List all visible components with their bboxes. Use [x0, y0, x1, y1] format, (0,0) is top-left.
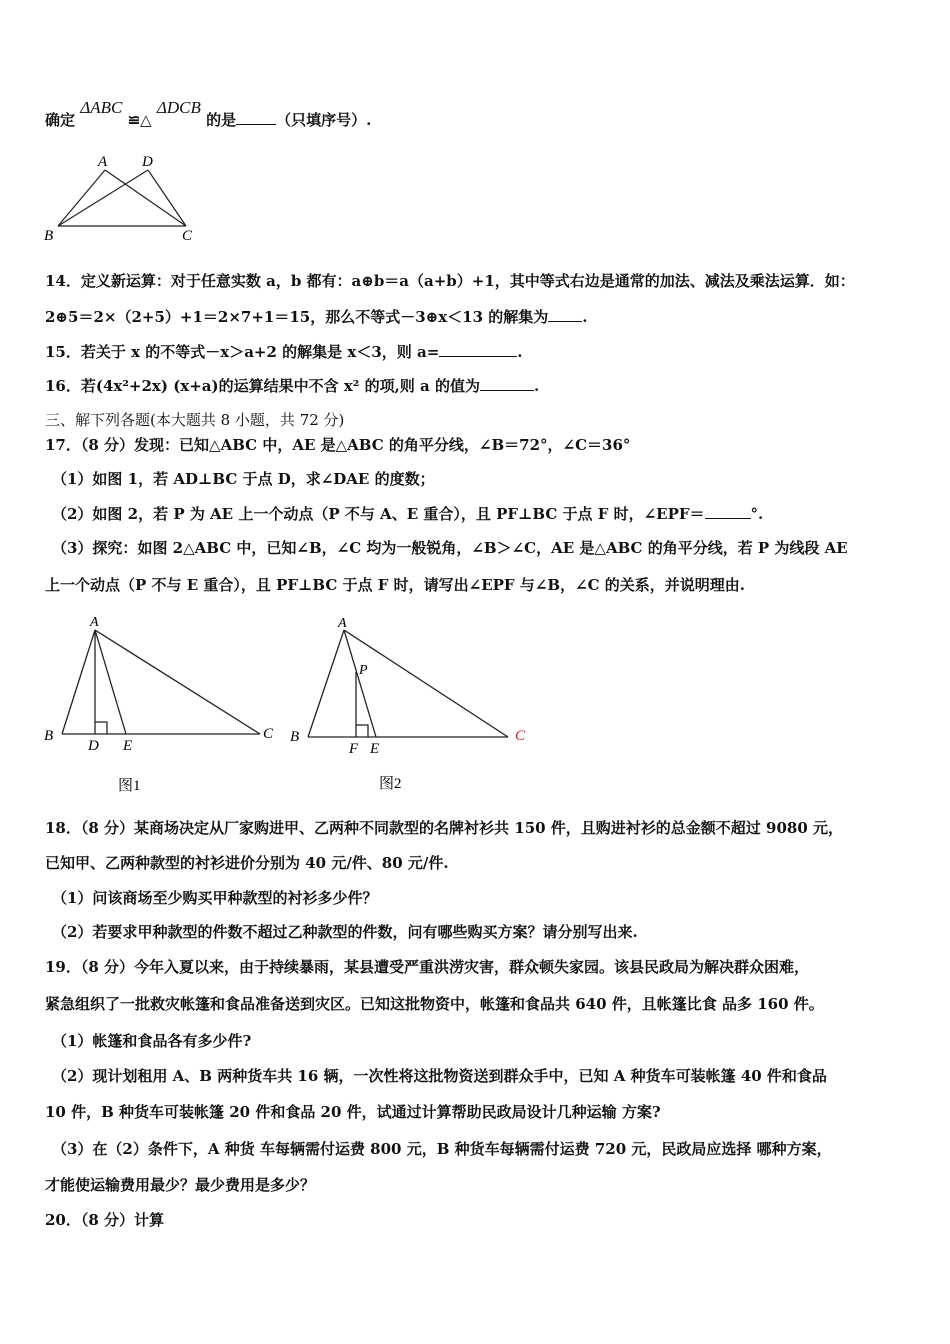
- fig1-right-angle-mark: [95, 722, 107, 734]
- fig1-label-B: B: [44, 728, 54, 744]
- q17-part1: （1）如图 1，若 AD⊥BC 于点 D，求∠DAE 的度数；: [52, 470, 435, 488]
- fig2-label-A: A: [338, 616, 347, 631]
- q19-line2: 紧急组织了一批救灾帐篷和食品准备送到灾区。已知这批物资中，帐篷和食品共 640 件，且帐篷比食 品多 160 件。: [45, 995, 824, 1013]
- fig13-label-B: B: [44, 228, 54, 244]
- q17-part2: [52, 504, 763, 524]
- fig2-label-C: C: [515, 728, 526, 744]
- q19-part2-line1: （2）现计划租用 A、B 两种货车共 16 辆，一次性将这批物资送到群众手中，已知 A 种货车可装帐篷 40 件和食品: [52, 1067, 827, 1085]
- q19-line1: 19．（8 分）今年入夏以来，由于持续暴雨，某县遭受严重洪涝灾害，群众顿失家园。该县民政局为解决群众困难，: [45, 958, 810, 976]
- fig1-label-D: D: [88, 738, 99, 754]
- q13-line: [45, 98, 372, 130]
- fig13-line-AC: [105, 170, 186, 226]
- fig1-caption: 图1: [118, 778, 141, 794]
- q13-congruent: ≌△: [127, 111, 152, 129]
- fig13-line-DC: [148, 170, 186, 226]
- q13-prefix: 确定: [45, 111, 76, 129]
- q18-line1: 18．（8 分）某商场决定从厂家购进甲、乙两种不同款型的名牌衬衫共 150 件，且购进衬衫的总金额不超过 9080 元，: [45, 819, 843, 837]
- q14-line2-text: 2⊕5＝2×（2+5）+1＝2×7+1＝15，那么不等式－3⊕x＜13 的解集为: [45, 308, 549, 326]
- q13-note: （只填序号）.: [276, 111, 372, 129]
- q15-answer-blank[interactable]: [439, 342, 517, 357]
- q20-line: 20．（8 分）计算: [45, 1211, 165, 1229]
- q18-part2: （2）若要求甲种款型的件数不超过乙种款型的件数，问有哪些购买方案？请分别写出来.: [52, 923, 638, 941]
- fig13-line-BA: [58, 170, 105, 226]
- q17-stem: 17．（8 分）发现：已知△ABC 中，AE 是△ABC 的角平分线，∠B＝72°，∠C＝36°: [45, 436, 631, 454]
- fig2-label-F: F: [349, 741, 359, 757]
- q17-part3-line1: （3）探究：如图 2△ABC 中，已知∠B，∠C 均为一般锐角，∠B＞∠C，AE 是△ABC 的角平分线，若 P 为线段 AE: [52, 539, 848, 557]
- q14-line2-suffix: .: [582, 308, 588, 326]
- fig1-label-E: E: [123, 738, 133, 754]
- figure-2: [286, 612, 531, 797]
- fig13-label-C: C: [182, 228, 193, 244]
- q17-part3-line2: 上一个动点（P 不与 E 重合），且 PF⊥BC 于点 F 时，请写出∠EPF 与∠B，∠C 的关系，并说明理由.: [45, 576, 745, 594]
- q15-text: 15．若关于 x 的不等式－x＞a+2 的解集是 x＜3，则 a=: [45, 343, 440, 361]
- section-heading: 三、解下列各题(本大题共 8 小题，共 72 分): [45, 411, 345, 429]
- fig2-line-AE: [344, 630, 376, 737]
- fig13-label-A: A: [98, 154, 108, 170]
- fig1-line-AE: [95, 630, 126, 734]
- q17-part2-suffix: °.: [750, 505, 764, 523]
- q17-answer-blank[interactable]: [705, 504, 751, 519]
- fig2-caption: 图2: [379, 776, 402, 792]
- fig1-line-AC: [95, 630, 260, 734]
- q13-answer-blank[interactable]: [236, 110, 276, 125]
- fig2-line-AB: [308, 630, 344, 737]
- figure-1: [38, 612, 283, 797]
- q16-answer-blank[interactable]: [480, 376, 534, 391]
- q15-line: [45, 342, 523, 362]
- q18-part1: （1）问该商场至少购买甲种款型的衬衫多少件？: [52, 889, 378, 907]
- fig2-line-AC: [344, 630, 508, 737]
- q14-line1: 14．定义新运算：对于任意实数 a，b 都有：a⊕b＝a（a+b）+1，其中等式右边是通常的加法、减法及乘法运算．如：: [45, 272, 855, 290]
- figure-q13: [40, 150, 210, 250]
- q19-part3-line2: 才能使运输费用最少？最少费用是多少？: [45, 1176, 316, 1194]
- q13-suffix: 的是: [206, 111, 237, 129]
- q14-answer-blank[interactable]: [548, 307, 582, 322]
- q19-part2-line2: 10 件，B 种货车可装帐篷 20 件和食品 20 件，试通过计算帮助民政局设计几种运输 方案?: [45, 1103, 661, 1121]
- q16-line: [45, 376, 539, 396]
- fig2-label-P: P: [359, 663, 368, 678]
- q18-line2: 已知甲、乙两种款型的衬衫进价分别为 40 元/件、80 元/件.: [45, 854, 449, 872]
- q13-tri2: ΔDCB: [156, 98, 201, 117]
- q16-suffix: .: [533, 377, 540, 395]
- fig1-line-AB: [62, 630, 95, 734]
- q13-tri1: ΔABC: [80, 98, 123, 117]
- q14-line2: [45, 307, 588, 327]
- fig1-label-C: C: [263, 726, 274, 742]
- q19-part3-line1: （3）在（2）条件下，A 种货 车每辆需付运费 800 元，B 种货车每辆需付运费 720 元，民政局应选择 哪种方案，: [52, 1140, 832, 1158]
- fig13-line-BD: [58, 170, 148, 226]
- fig2-label-E: E: [370, 741, 380, 757]
- fig1-label-A: A: [90, 615, 99, 630]
- q16-text: 16．若(4x²+2x) (x+a)的运算结果中不含 x² 的项,则 a 的值为: [45, 377, 480, 395]
- fig13-label-D: D: [142, 154, 153, 170]
- q15-suffix: .: [517, 343, 523, 361]
- q17-part2-text: （2）如图 2，若 P 为 AE 上一个动点（P 不与 A、E 重合），且 PF⊥BC 于点 F 时，∠EPF＝: [52, 505, 705, 523]
- fig2-label-B: B: [290, 729, 300, 745]
- q19-part1: （1）帐篷和食品各有多少件?: [52, 1032, 252, 1050]
- fig2-right-angle-mark: [356, 725, 368, 737]
